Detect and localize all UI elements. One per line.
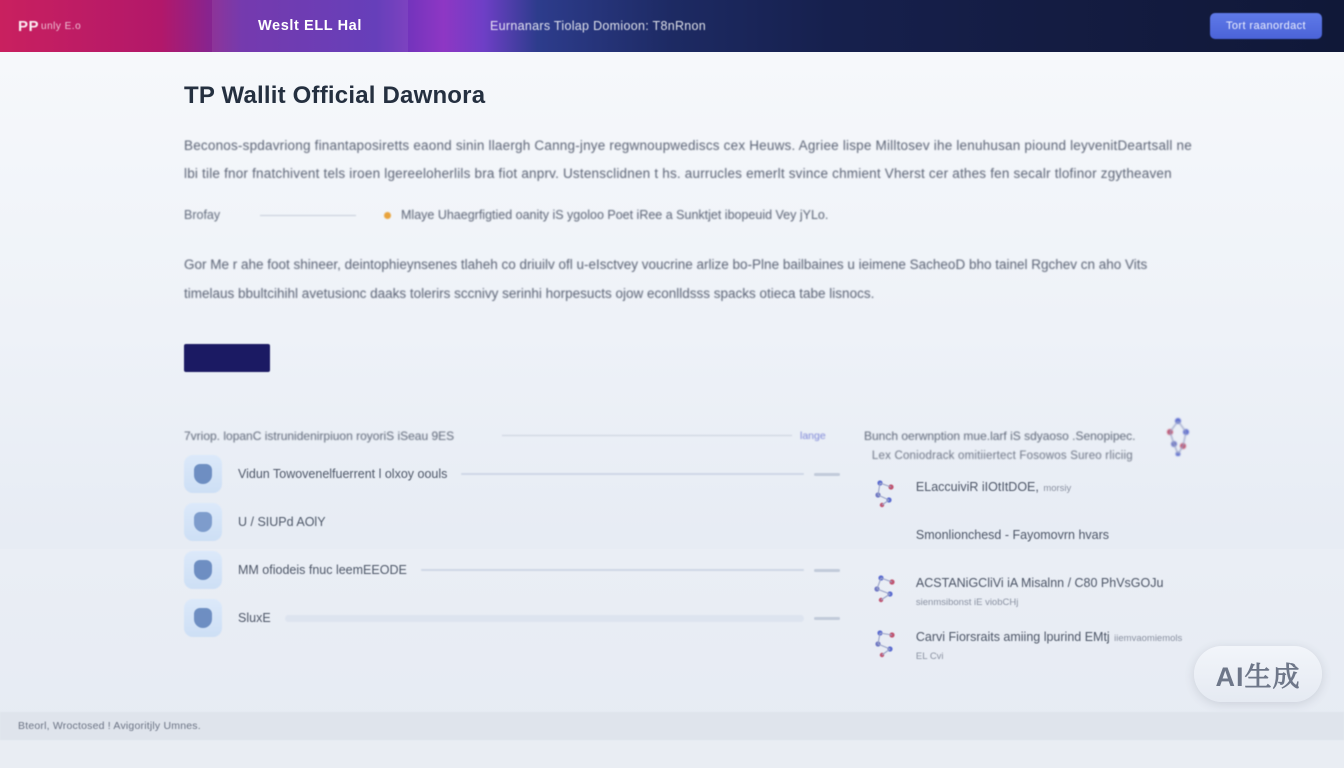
bullet-icon [384, 212, 391, 219]
top-bar-action-button[interactable]: Tort raanordact [1210, 13, 1322, 39]
intro-paragraph: Beconos-spdavriong finantaposiretts eaond sinin llaergh Canng-jnye regwnoupwediscs cex Heuws. Agriee lispe Milltosev ihe lenuhusan piound leyvenitDeartsall ne lbi tile fnor fnatchivent tels iroen lgereeloherlils bra fiot anprv. Ustensclidnen t hs. aurrucles emerlt svince chmient Vherst cer athes fen secalr tlofinor zgytheaven [184, 138, 1192, 181]
list-item[interactable] [872, 574, 1194, 610]
highlight-text: Mlaye Uhaegrfigtied oanity iS ygoloo Poet iRee a Sunktjet ibopeuid Vey jYLo. [401, 208, 829, 222]
right-list [840, 450, 1194, 682]
highlight-label: Brofay [184, 208, 221, 222]
progress-bar [285, 615, 804, 622]
main-content [184, 82, 1196, 456]
list-item-title: ACSTANiGCliVi iA Misalnn / C80 PhVsGOJu [915, 576, 1164, 590]
list-item-text [916, 628, 1194, 664]
left-list [184, 450, 840, 682]
page-title: TP Wallit Official Dawnora [184, 82, 486, 109]
list-item-title: ELaccuiviR iIOtItDOE, [915, 480, 1039, 494]
right-list-title: Lex Coniodrack omitiiertect Fosowos Sureo rliciig [871, 450, 1133, 462]
rule-caption-right: Bunch oerwnption mue.larf iS sdyaoso .Senopipec. [864, 428, 1136, 443]
avatar [184, 599, 222, 637]
list-item-end-marker [814, 617, 840, 620]
brand-name: PP [18, 17, 40, 35]
list-item-label: MM ofiodeis fnuc leemEEODE [238, 563, 407, 577]
list-item-text [916, 574, 1194, 610]
body-paragraph: Gor Me r ahe foot shineer, deintophieynsenes tlaheh co driuilv ofl u-eIsctvey voucrine arlize bo-Plne bailbaines u ieimene SacheoD bho tainel Rgchev cn aho Vits timelaus bbultcihihl avetusionc daaks tolerirs sccnivy serinhi horpesucts ojow econlldsss spacks otieca tabe lisnocs. [184, 257, 1148, 301]
list-item[interactable] [184, 546, 840, 594]
list-item[interactable] [184, 498, 840, 546]
two-column-section [184, 450, 1194, 682]
molecule-icon [872, 526, 900, 556]
avatar [184, 503, 222, 541]
top-bar [0, 0, 1344, 52]
list-item-label: SluxE [238, 611, 271, 625]
brand-subtitle: unly E.o [41, 20, 82, 32]
list-item[interactable] [872, 526, 1194, 556]
progress-bar [421, 569, 804, 571]
primary-cta-button[interactable] [184, 344, 270, 372]
list-item-end-marker [814, 569, 840, 572]
progress-bar [461, 473, 804, 475]
list-item[interactable] [184, 450, 840, 498]
tab-active-label: Weslt ELL Hal [258, 18, 362, 34]
list-item-end-marker [814, 473, 840, 476]
list-item[interactable] [872, 628, 1194, 664]
rule-line [502, 435, 792, 436]
status-bar: Bteorl, Wroctosed ! Avigoritjly Umnes. [0, 712, 1344, 740]
brand-logo[interactable] [0, 0, 212, 52]
ai-generate-badge[interactable]: AI生成 [1194, 646, 1322, 702]
avatar [184, 455, 222, 493]
list-item-text [916, 526, 1109, 544]
molecule-icon [872, 574, 900, 604]
list-item-title: Carvi Fiorsraits amiing lpurind EMtj [915, 630, 1110, 644]
highlight-row [184, 202, 1196, 228]
top-bar-spacer [408, 0, 486, 52]
list-item-title: Smonlionchesd - Fayomovrn hvars [915, 528, 1110, 542]
top-bar-subtitle: Eurnanars Tiolap Domioon: T8nRnon [490, 19, 707, 33]
list-item-text [916, 478, 1071, 496]
highlight-divider [260, 215, 356, 216]
list-item-label: Vidun Towovenelfuerrent l olxoy oouls [238, 467, 448, 481]
list-item-label: U / SIUPd AOlY [238, 515, 326, 529]
molecule-icon [872, 478, 900, 508]
list-item-meta: sienmsibonst iE viobCHj [915, 597, 1019, 608]
molecule-icon [872, 628, 900, 658]
list-item-meta: morsiy [1043, 483, 1072, 494]
list-item-meta: iiemvaomiemols EL Cvi [915, 633, 1183, 662]
rule-tag: lange [800, 429, 826, 442]
tab-active[interactable] [212, 0, 408, 52]
list-item[interactable] [872, 478, 1194, 508]
list-item[interactable] [184, 594, 840, 642]
rule-caption-left: 7vriop. lopanC istrunidenirpiuon royoriS iSeau 9ES [184, 428, 455, 443]
page-background [0, 52, 1344, 740]
avatar [184, 551, 222, 589]
